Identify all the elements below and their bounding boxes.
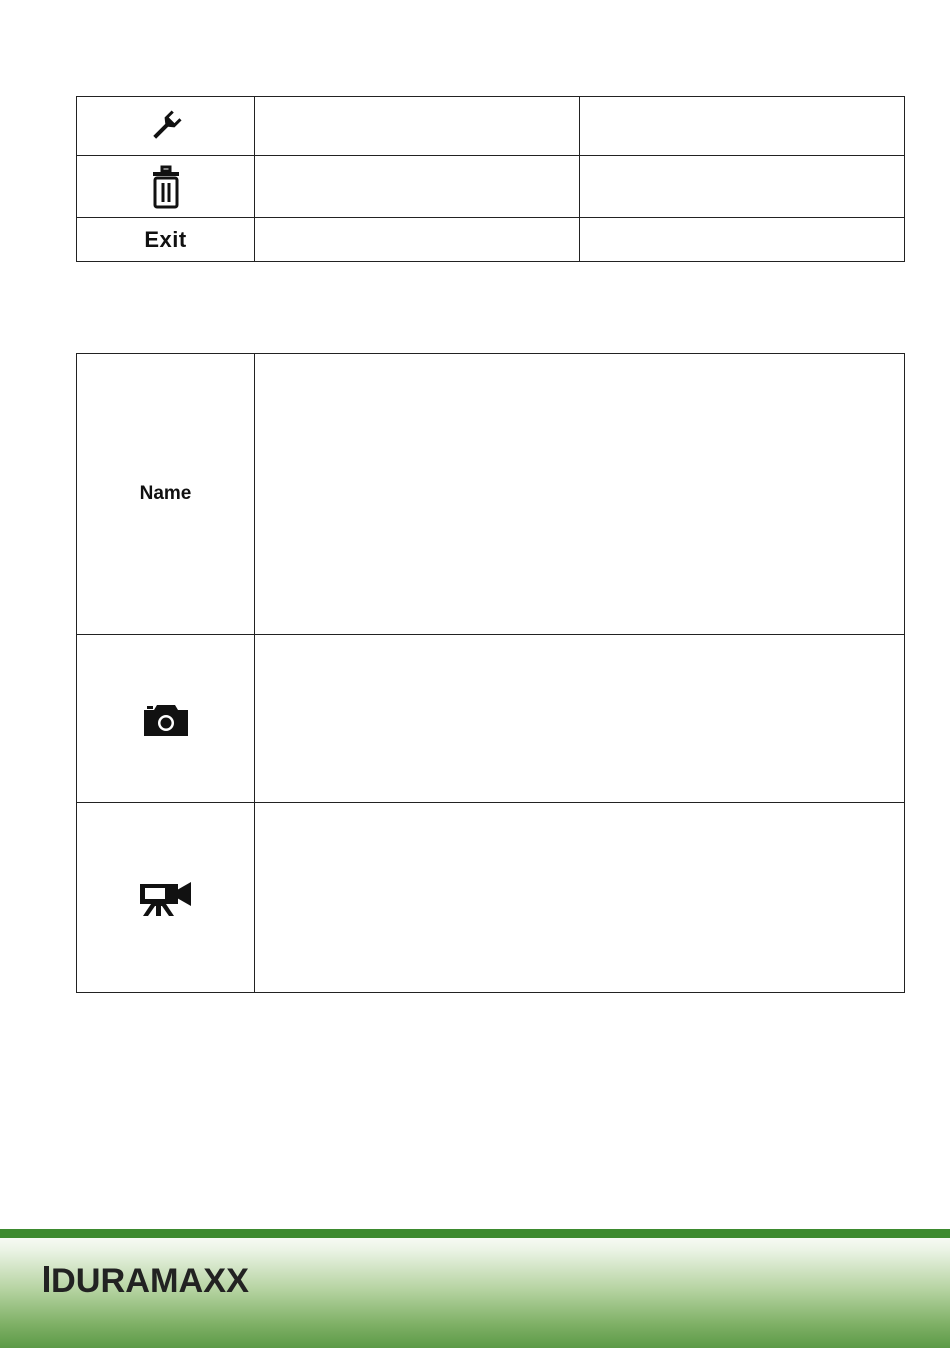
table-row	[77, 635, 905, 803]
page-footer	[0, 1229, 950, 1348]
description-cell	[255, 156, 580, 218]
icon-cell	[77, 803, 255, 993]
icon-cell	[77, 354, 255, 635]
description-cell	[255, 803, 905, 993]
description-cell	[255, 635, 905, 803]
icon-cell	[77, 156, 255, 218]
table-row	[77, 218, 905, 262]
brand-name: DURAMAXX	[51, 1262, 250, 1296]
duramaxx-logo	[44, 1262, 254, 1296]
wrench-icon	[148, 117, 184, 134]
description-cell	[255, 218, 580, 262]
icon-cell	[77, 97, 255, 156]
table-row	[77, 156, 905, 218]
camera-icon	[142, 710, 190, 727]
icon-cell	[77, 635, 255, 803]
detail-cell	[580, 156, 905, 218]
table-row	[77, 803, 905, 993]
mode-icon-table	[76, 353, 905, 993]
icon-cell	[77, 218, 255, 262]
trash-icon	[149, 178, 183, 195]
description-cell	[255, 354, 905, 635]
name-label: Name	[139, 483, 192, 504]
settings-icon-table	[76, 96, 905, 262]
video-camera-icon	[139, 889, 193, 906]
description-cell	[255, 97, 580, 156]
footer-accent-bar	[0, 1229, 950, 1238]
detail-cell	[580, 97, 905, 156]
exit-label: Exit	[144, 226, 187, 252]
detail-cell	[580, 218, 905, 262]
table-row	[77, 354, 905, 635]
table-row	[77, 97, 905, 156]
